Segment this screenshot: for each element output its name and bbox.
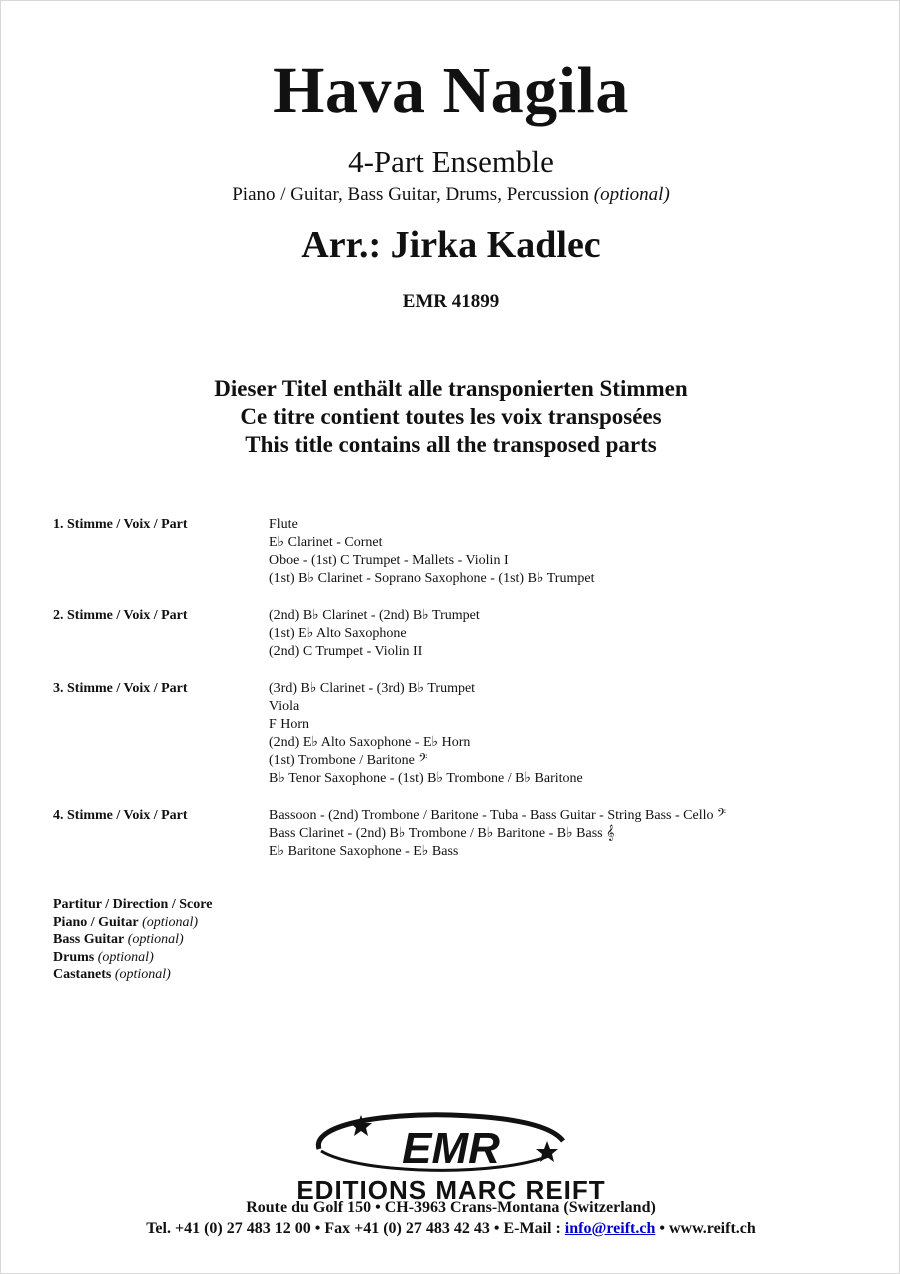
arranger: Arr.: Jirka Kadlec [301, 224, 601, 266]
part-instrument: F Horn [269, 717, 310, 732]
notice-english: This title contains all the transposed parts [245, 432, 657, 457]
publisher-address: Route du Golf 150 • CH-3963 Crans-Montana (Switzerland) [246, 1199, 656, 1216]
score-and-rhythm-parts [53, 896, 212, 984]
part-instrument: Oboe - (1st) C Trumpet - Mallets - Violin I [269, 553, 509, 568]
part-instrument: Bassoon - (2nd) Trombone / Baritone - Tuba - Bass Guitar - String Bass - Cello 𝄢 [269, 808, 726, 823]
part-instruments [269, 516, 594, 588]
part-group-1 [53, 516, 853, 588]
castanets-item: Castanets (optional) [53, 967, 171, 982]
part-instrument: (2nd) E♭ Alto Saxophone - E♭ Horn [269, 735, 471, 750]
part-instrument: E♭ Baritone Saxophone - E♭ Bass [269, 844, 459, 859]
part-instrument: Bass Clarinet - (2nd) B♭ Trombone / B♭ Baritone - B♭ Bass 𝄞 [269, 826, 615, 841]
rhythm-section-instruments: Piano / Guitar, Bass Guitar, Drums, Percussion [232, 184, 590, 205]
part-instrument: E♭ Clarinet - Cornet [269, 535, 383, 550]
website: • www.reift.ch [655, 1220, 756, 1237]
part-group-2 [53, 607, 853, 661]
part-instruments [269, 607, 480, 661]
piece-title: Hava Nagila [273, 54, 629, 127]
drums-item: Drums (optional) [53, 949, 154, 965]
parts-list [53, 516, 853, 880]
part-label: 2. Stimme / Voix / Part [53, 608, 188, 623]
rhythm-section-line [1, 184, 900, 206]
bass-item: Bass Guitar (optional) [53, 932, 184, 947]
part-instruments [269, 807, 726, 861]
part-label: 3. Stimme / Voix / Part [53, 681, 188, 696]
part-instruments [269, 680, 583, 788]
part-label: 1. Stimme / Voix / Part [53, 517, 188, 532]
part-label: 4. Stimme / Voix / Part [53, 808, 188, 823]
publisher-contact [1, 1220, 900, 1238]
part-instrument: (2nd) B♭ Clarinet - (2nd) B♭ Trumpet [269, 608, 480, 623]
logo-text: EMR [402, 1124, 500, 1173]
catalog-number: EMR 41899 [402, 291, 500, 312]
notice-french: Ce titre contient toutes les voix transposées [240, 404, 662, 429]
part-instrument: B♭ Tenor Saxophone - (1st) B♭ Trombone / B♭ Baritone [269, 771, 583, 786]
part-instrument: (1st) E♭ Alto Saxophone [269, 626, 407, 641]
phone-fax: Tel. +41 (0) 27 483 12 00 • Fax +41 (0) 27 483 42 43 • E-Mail : [146, 1220, 565, 1237]
part-instrument: (1st) Trombone / Baritone 𝄢 [269, 753, 428, 768]
part-instrument: (1st) B♭ Clarinet - Soprano Saxophone - (1st) B♭ Trumpet [269, 571, 595, 586]
part-instrument: (2nd) C Trumpet - Violin II [269, 644, 423, 659]
part-group-4 [53, 807, 853, 861]
ensemble-subtitle: 4-Part Ensemble [348, 144, 554, 179]
score-item: Partitur / Direction / Score [53, 897, 213, 912]
optional-note: (optional) [593, 184, 670, 205]
part-instrument: (3rd) B♭ Clarinet - (3rd) B♭ Trumpet [269, 681, 476, 696]
emr-logo [301, 1105, 601, 1185]
publisher-name: EDITIONS MARC REIFT [296, 1175, 606, 1205]
notice-german: Dieser Titel enthält alle transponierten Stimmen [214, 376, 688, 401]
part-instrument: Flute [269, 517, 298, 532]
part-instrument: Viola [269, 699, 300, 714]
transposed-notice [1, 375, 900, 459]
email-link[interactable]: info@reift.ch [564, 1220, 656, 1237]
part-group-3 [53, 680, 853, 788]
piano-item: Piano / Guitar (optional) [53, 914, 199, 930]
